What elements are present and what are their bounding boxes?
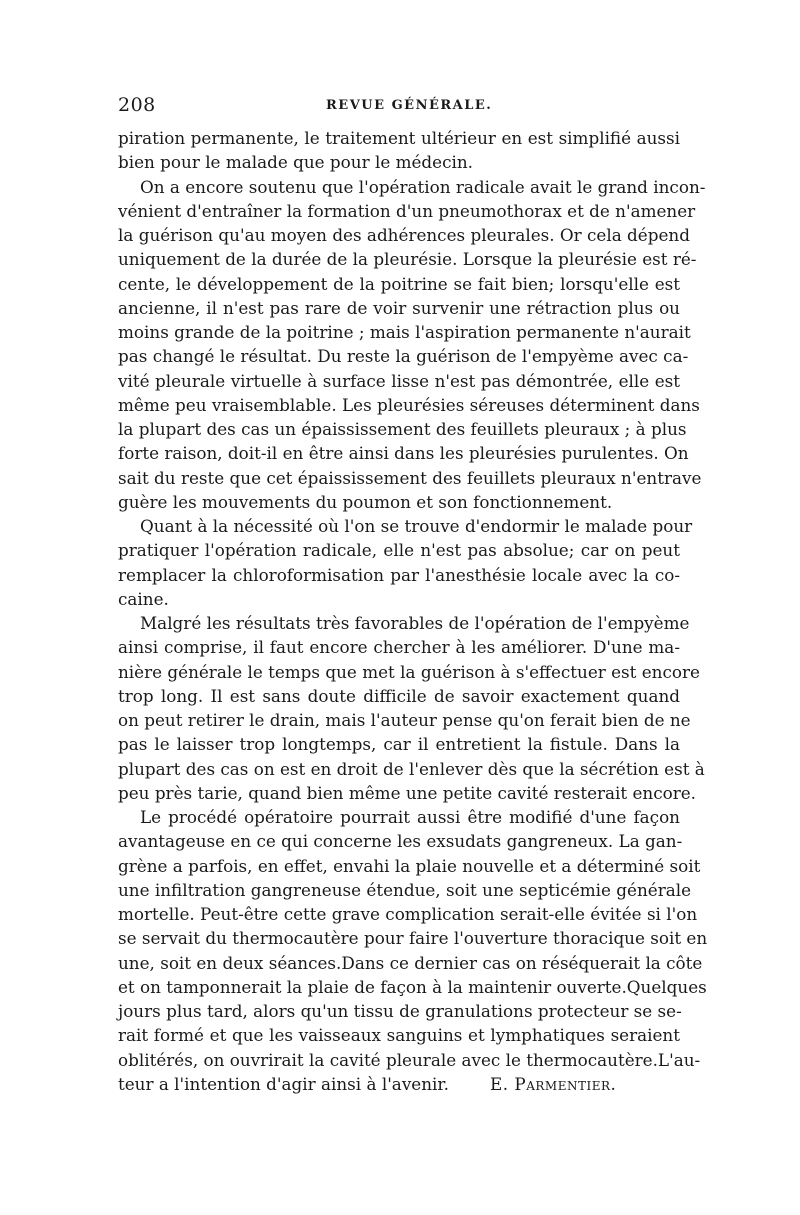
text-line: pas changé le résultat. Du reste la guérison de l'empyème avec ca- [118, 346, 689, 367]
text-line: pratiquer l'opération radicale, elle n'est pas absolue; car on peut [118, 540, 680, 561]
text-line: On a encore soutenu que l'opération radicale avait le grand incon- [140, 176, 706, 197]
text-line: on peut retirer le drain, mais l'auteur pense qu'on ferait bien de ne [118, 710, 691, 730]
author-signature: E. Parmentier. [490, 1073, 617, 1094]
text-line: pas le laisser trop longtemps, car il entretient la fistule. Dans la [118, 734, 680, 755]
running-head: REVUE GÉNÉRALE. [326, 98, 493, 113]
text-line: cente, le développement de la poitrine se fait bien; lorsqu'elle est [118, 273, 680, 294]
text-line: caine. [118, 588, 169, 609]
page-number: 208 [118, 94, 156, 116]
text-line: peu près tarie, quand bien même une petite cavité resterait encore. [118, 782, 697, 803]
text-line: forte raison, doit-il en être ainsi dans les pleurésies purulentes. On [118, 443, 689, 464]
text-line: bien pour le malade que pour le médecin. [118, 152, 474, 173]
text-line: plupart des cas on est en droit de l'enlever dès que la sécrétion est à [118, 758, 705, 779]
text-line: avantageuse en ce qui concerne les exsudats gangreneux. La gan- [118, 831, 683, 852]
text-line: grène a parfois, en effet, envahi la plaie nouvelle et a déterminé soit [118, 855, 701, 876]
article-body [118, 126, 708, 1096]
text-line: trop long. Il est sans doute difficile de savoir exactement quand [118, 685, 680, 706]
text-line: vité pleurale virtuelle à surface lisse n'est pas démontrée, elle est [118, 370, 680, 391]
text-line: sait du reste que cet épaississement des feuillets pleuraux n'entrave [118, 467, 702, 488]
text-line: vénient d'entraîner la formation d'un pneumothorax et de n'amener [118, 200, 696, 221]
text-line: uniquement de la durée de la pleurésie. Lorsque la pleurésie est ré- [118, 249, 697, 270]
text-line: piration permanente, le traitement ultérieur en est simplifié aussi [118, 128, 680, 148]
text-line: nière générale le temps que met la guérison à s'effectuer est encore [118, 661, 700, 682]
text-line: mortelle. Peut-être cette grave complication serait-elle évitée si l'on [118, 904, 698, 924]
text-line: rait formé et que les vaisseaux sanguins et lymphatiques seraient [118, 1025, 680, 1046]
text-line: ancienne, il n'est pas rare de voir survenir une rétraction plus ou [118, 297, 680, 318]
page-header [118, 94, 678, 122]
text-line: et on tamponnerait la plaie de façon à la maintenir ouverte.Quelques [118, 976, 707, 997]
text-line-with-signature [118, 1072, 680, 1096]
text-line: teur a l'intention d'agir ainsi à l'avenir. [118, 1073, 449, 1094]
text-line: Malgré les résultats très favorables de l'opération de l'empyème [140, 613, 690, 633]
text-line: ainsi comprise, il faut encore chercher à les améliorer. D'une ma- [118, 637, 680, 658]
text-line: même peu vraisemblable. Les pleurésies séreuses déterminent dans [118, 394, 700, 415]
text-line: moins grande de la poitrine ; mais l'aspiration permanente n'aurait [118, 322, 691, 342]
text-line: oblitérés, on ouvrirait la cavité pleurale avec le thermocautère.L'au- [118, 1049, 701, 1070]
text-line: jours plus tard, alors qu'un tissu de granulations protecteur se se- [118, 1001, 682, 1021]
text-line: une, soit en deux séances.Dans ce dernier cas on réséquerait la côte [118, 952, 703, 973]
text-line: une infiltration gangreneuse étendue, soit une septicémie générale [118, 879, 692, 900]
text-line: la guérison qu'au moyen des adhérences pleurales. Or cela dépend [118, 225, 690, 245]
text-line: guère les mouvements du poumon et son fonctionnement. [118, 491, 613, 512]
text-line: Le procédé opératoire pourrait aussi être modifié d'une façon [140, 807, 680, 827]
text-line: se servait du thermocautère pour faire l'ouverture thoracique soit en [118, 928, 708, 949]
text-line: la plupart des cas un épaississement des feuillets pleuraux ; à plus [118, 419, 687, 439]
text-line: Quant à la nécessité où l'on se trouve d'endormir le malade pour [140, 516, 693, 536]
text-line: remplacer la chloroformisation par l'anesthésie locale avec la co- [118, 564, 680, 585]
